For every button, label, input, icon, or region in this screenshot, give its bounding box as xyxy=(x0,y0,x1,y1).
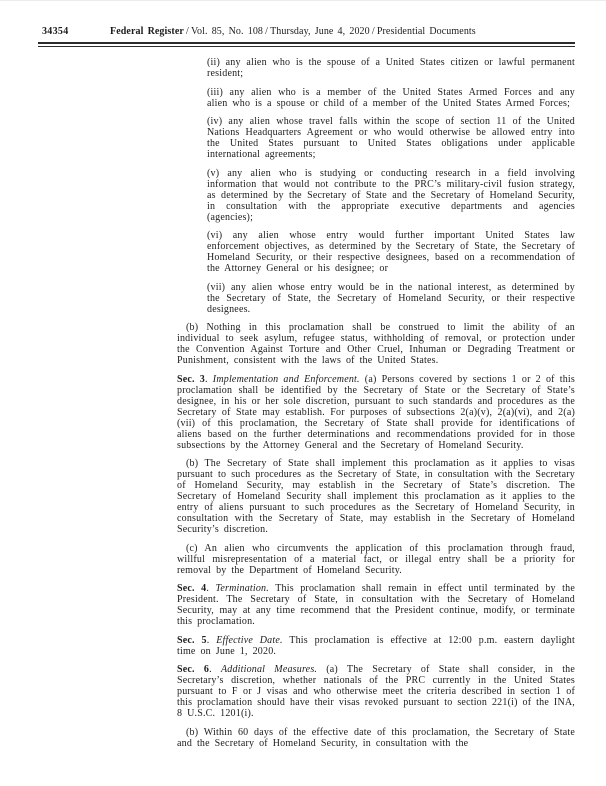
paragraph-sec-3c xyxy=(177,543,575,576)
masthead xyxy=(110,26,476,38)
header-double-rule xyxy=(38,42,575,47)
text-segment: Termination. xyxy=(215,583,269,594)
text-segment: (vii) any alien whose entry would be in the national interest, as determined by the Secretary of State, the Secretary of Homeland Security, or their respective designees. xyxy=(207,281,575,315)
paragraph-sec-6b xyxy=(177,727,575,749)
paragraph-para-2b xyxy=(177,322,575,366)
text-segment: (vi) any alien whose entry would further important United States law enforcement objectives, as determined by the Secretary of State, the Secretary of Homeland Security, or their respective designees, based on a recommendation of the Attorney General or his designee; or xyxy=(207,230,575,274)
text-segment: Implementation and Enforcement. xyxy=(212,373,360,385)
text-segment: This proclamation shall remain in effect until terminated by the President. The Secretary of State, in consultation with the Secretary of Homeland Security, may at any time recommend that the President continue, modify, or terminate this proclamation. xyxy=(177,583,575,627)
document-body xyxy=(177,57,575,756)
text-segment: (iii) any alien who is a member of the United States Armed Forces and any alien who is a spouse or child of a member of the United States Armed Forces; xyxy=(207,86,575,109)
text-segment: (a) The Secretary of State shall consider, in the Secretary’s discretion, whether nationals of the PRC currently in the United States pursuant to F or J visas and who otherwise meet the criteria described in section 1 of this proclamation should have their visas revoked pursuant to section 221(i) of the INA, 8 U.S.C. 1201(i). xyxy=(177,664,576,719)
text-segment: (b) Nothing in this proclamation shall be construed to limit the ability of an individual to seek asylum, refugee status, withholding of removal, or protection under the Convention Against Torture and Other Cruel, Inhuman or Degrading Treatment or Punishment, consistent with the laws of the United States. xyxy=(177,322,575,366)
text-segment: (v) any alien who is studying or conducting research in a field involving information that would not contribute to the PRC’s military-civil fusion strategy, as determined by the Secretary of State and the Secretary of Homeland Security, in consultation with the appropriate executive departments and agencies (agencies); xyxy=(207,167,575,223)
text-segment: Additional Measures. xyxy=(220,664,318,675)
text-segment: Sec. 5 xyxy=(177,634,207,646)
text-segment: Sec. 4 xyxy=(177,583,207,594)
text-segment: Sec. 6 xyxy=(177,664,210,675)
text-segment: (iv) any alien whose travel falls within the scope of section 11 of the United Nations Headquarters Agreement or who would otherwise be allowed entry into the United States pursuant to United States obligations under applicable international agreements; xyxy=(207,116,575,160)
page-number: 34354 xyxy=(42,26,69,37)
masthead-title: Federal Register xyxy=(110,26,184,37)
running-head xyxy=(42,26,575,38)
paragraph-clause-ii xyxy=(207,57,575,79)
text-segment: (ii) any alien who is the spouse of a United States citizen or lawful permanent resident; xyxy=(207,57,575,79)
paragraph-sec-5 xyxy=(177,635,575,657)
text-segment: . xyxy=(209,664,221,675)
paragraph-sec-4 xyxy=(177,583,575,627)
text-segment: . xyxy=(205,373,213,385)
paragraph-clause-vii xyxy=(207,282,575,315)
paragraph-sec-3 xyxy=(177,374,575,451)
paragraph-sec-3b xyxy=(177,458,575,535)
text-segment: This proclamation is effective at 12:00 p.m. eastern daylight time on June 1, 2020. xyxy=(177,634,575,657)
text-segment: (b) Within 60 days of the effective date of this proclamation, the Secretary of State and the Secretary of Homeland Security, in consultation with the xyxy=(177,726,575,749)
masthead-details: / Vol. 85, No. 108 / Thursday, June 4, 2020 / Presidential Documents xyxy=(183,26,476,37)
paragraph-clause-v xyxy=(207,168,575,223)
text-segment: (a) Persons covered by sections 1 or 2 of this proclamation shall be identified by the Secretary of State or the Secretary of State’s designee, in his or her sole discretion, pursuant to such standards and procedures as the Secretary of State may establish. For purposes of subsections 2(a)(v), 2(a)(vi), and 2(a)(vii) of this proclamation, the Secretary of State shall provide for identifications of aliens based on the further determinations and recommendations provided for in those subsections by the Attorney General and the Secretary of Homeland Security. xyxy=(177,373,576,451)
paragraph-clause-iv xyxy=(207,116,575,160)
text-segment: (c) An alien who circumvents the application of this proclamation through fraud, willful misrepresentation of a material fact, or illegal entry shall be a priority for removal by the Department of Homeland Security. xyxy=(177,542,575,576)
text-segment: (b) The Secretary of State shall implement this proclamation as it applies to visas pursuant to such procedures as the Secretary of State, in consultation with the Secretary of Homeland Security, may establish in the Secretary of State’s discretion. The Secretary of Homeland Security shall implement this proclamation as it applies to the entry of aliens pursuant to such procedures as the Secretary of Homeland Security, in consultation with the Secretary of State, may establish in the Secretary of Homeland Security’s discretion. xyxy=(177,458,575,535)
text-segment: . xyxy=(206,583,216,594)
text-segment: Sec. 3 xyxy=(177,373,206,385)
text-segment: . xyxy=(206,634,217,646)
paragraph-clause-iii xyxy=(207,87,575,109)
paragraph-clause-vi xyxy=(207,230,575,274)
text-segment: Effective Date. xyxy=(216,634,283,646)
paragraph-sec-6 xyxy=(177,664,575,719)
